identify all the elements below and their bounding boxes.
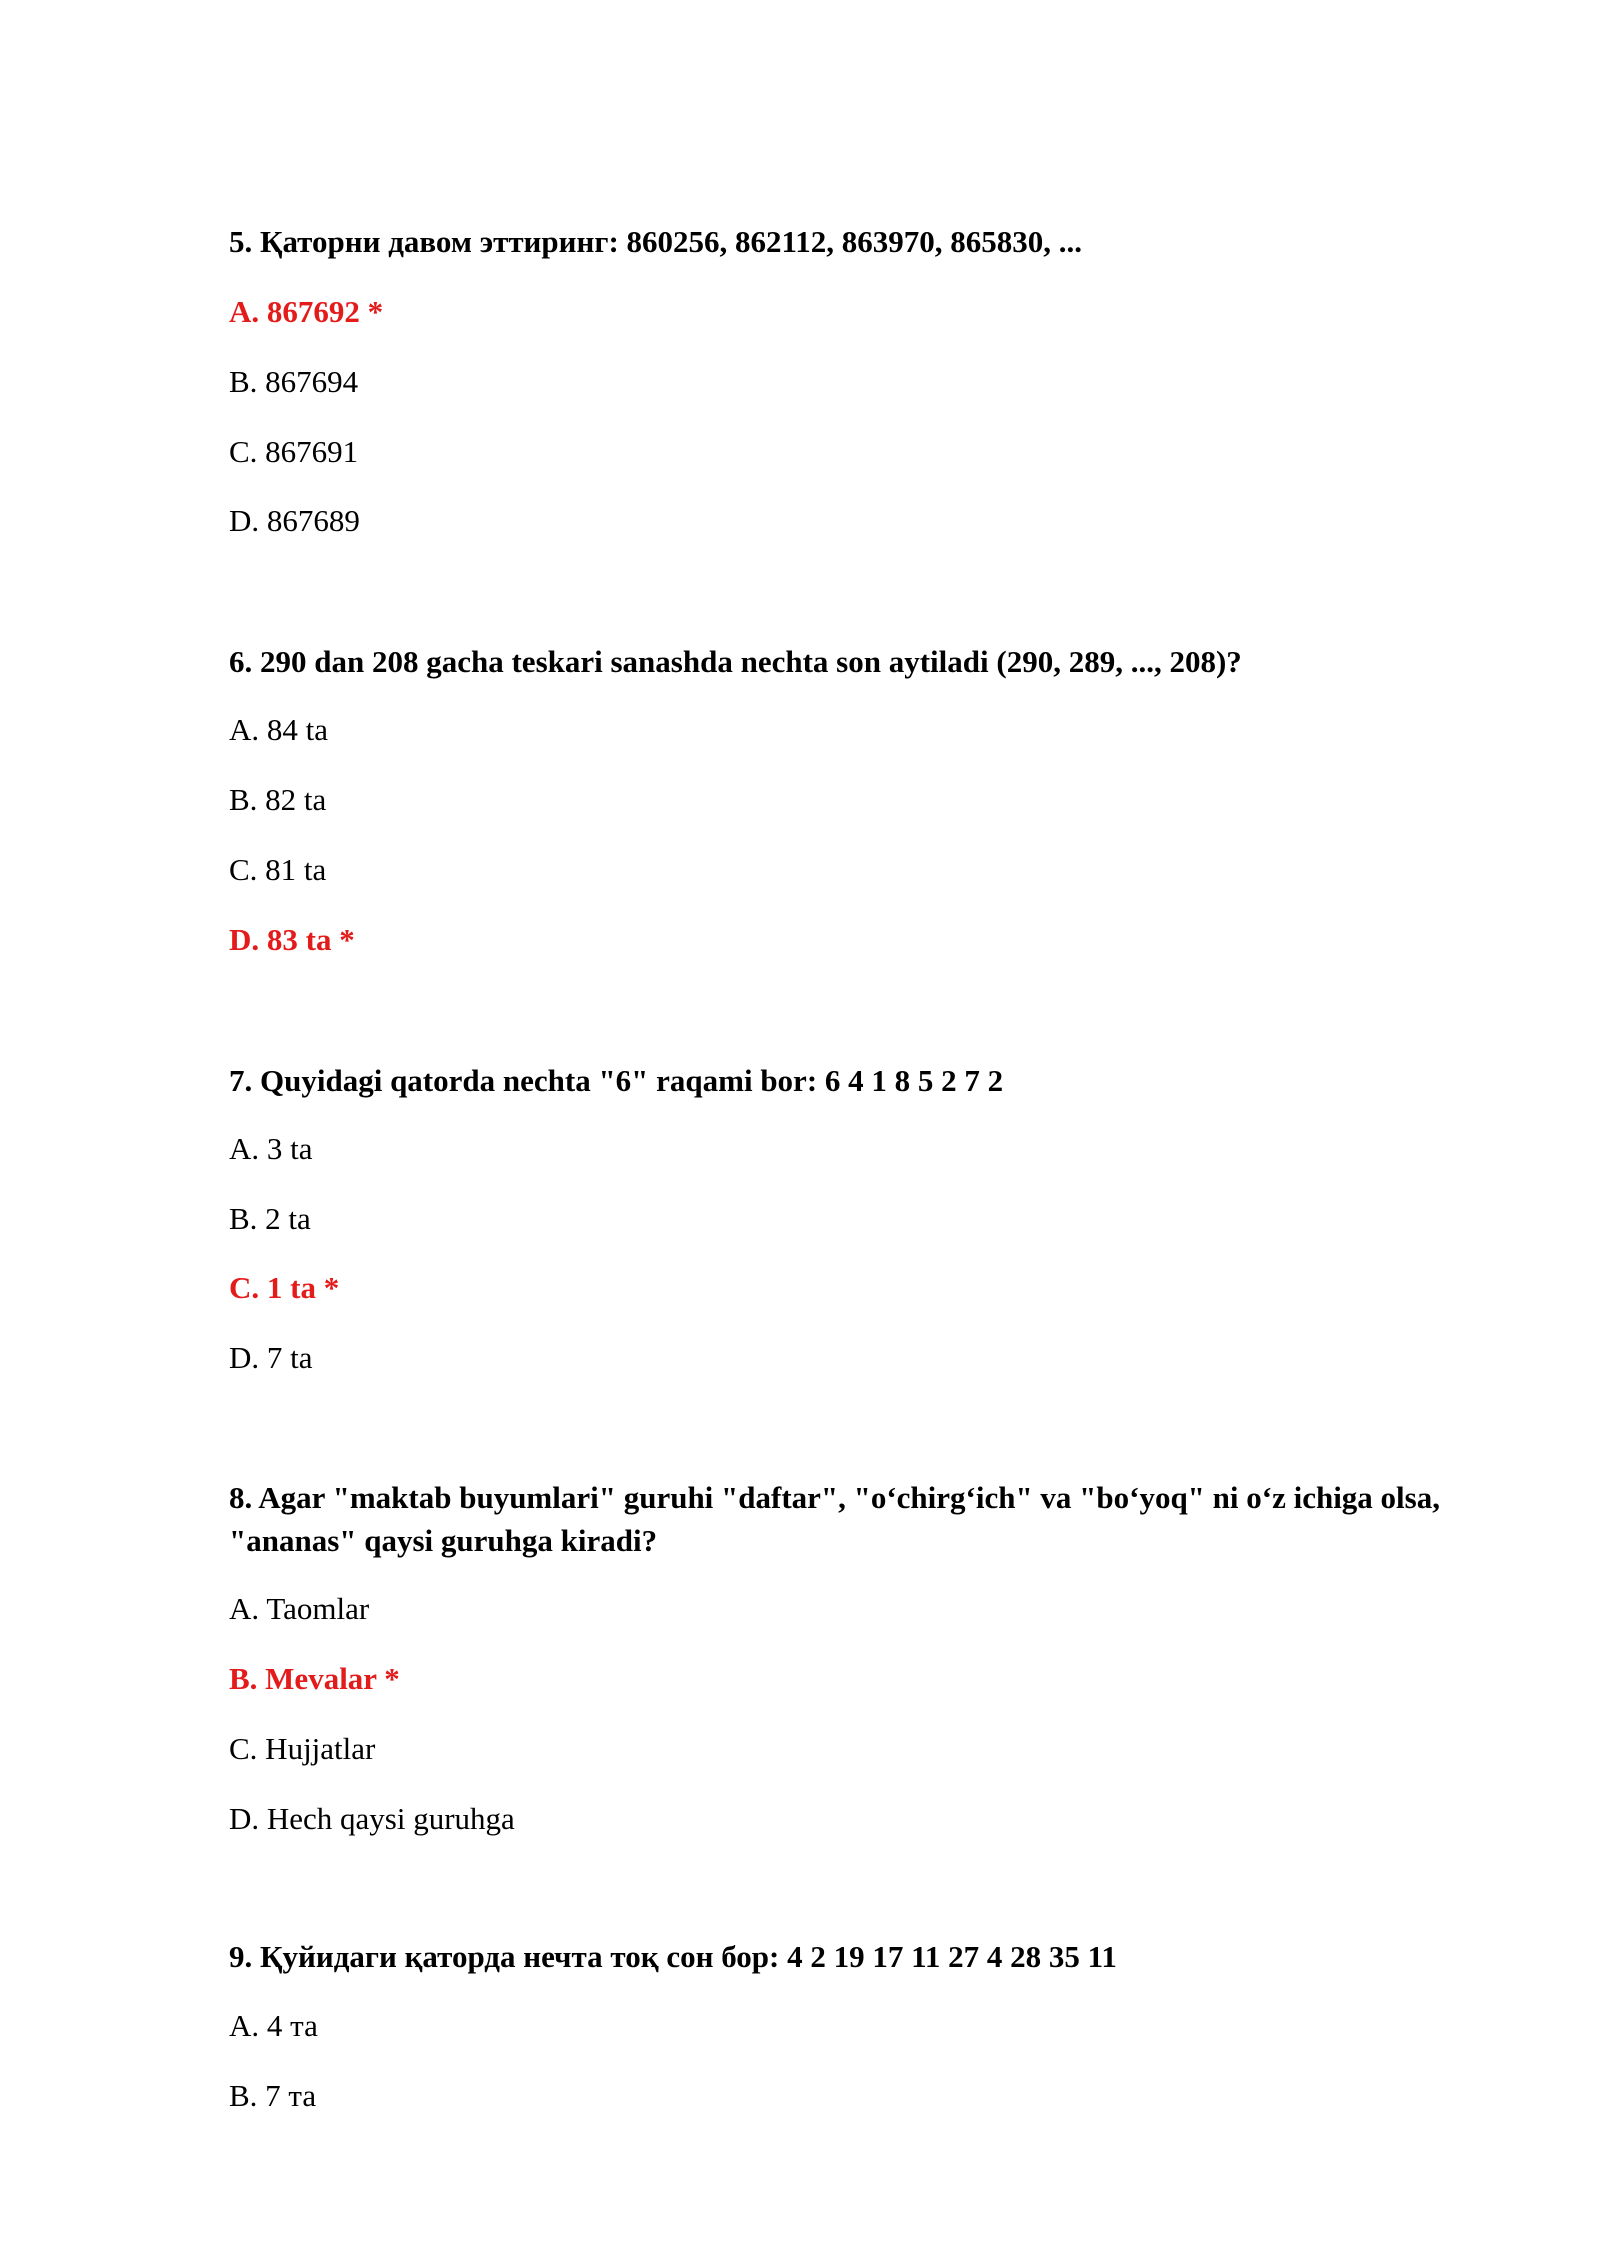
option-7c: C. 1 ta * [229,1270,340,1305]
option-8d: D. Hech qaysi guruhga [229,1801,515,1836]
option-9a: A. 4 та [229,2008,318,2043]
option-7b: B. 2 ta [229,1201,311,1236]
option-7a: A. 3 ta [229,1131,313,1166]
question-9: 9. Қуйидаги қаторда нечта тоқ сон бор: 4 2 19 17 11 27 4 28 35 11 [229,1939,1117,1974]
question-8: 8. Agar "maktab buyumlari" guruhi "daftar", "o‘chirg‘ich" va "bo‘yoq" ni o‘z ichiga olsa, "ananas" qaysi guruhga kiradi? [229,1480,1440,1558]
option-8b: B. Mevalar * [229,1661,400,1696]
option-5b: B. 867694 [229,364,359,399]
option-6a: A. 84 ta [229,712,329,747]
option-5c: C. 867691 [229,434,359,469]
option-6d: D. 83 ta * [229,922,355,957]
option-5a: A. 867692 * [229,294,384,329]
option-8a: A. Taomlar [229,1591,370,1626]
option-6c: C. 81 ta [229,852,327,887]
option-7d: D. 7 ta [229,1340,313,1375]
option-6b: B. 82 ta [229,782,327,817]
option-5d: D. 867689 [229,503,360,538]
option-8c: C. Hujjatlar [229,1731,376,1766]
question-5: 5. Қаторни давом эттиринг: 860256, 862112, 863970, 865830, ... [229,224,1083,259]
option-9b: B. 7 та [229,2078,317,2113]
question-6: 6. 290 dan 208 gacha teskari sanashda nechta son aytiladi (290, 289, ..., 208)? [229,644,1242,679]
question-7: 7. Quyidagi qatorda nechta "6" raqami bor: 6 4 1 8 5 2 7 2 [229,1063,1004,1098]
